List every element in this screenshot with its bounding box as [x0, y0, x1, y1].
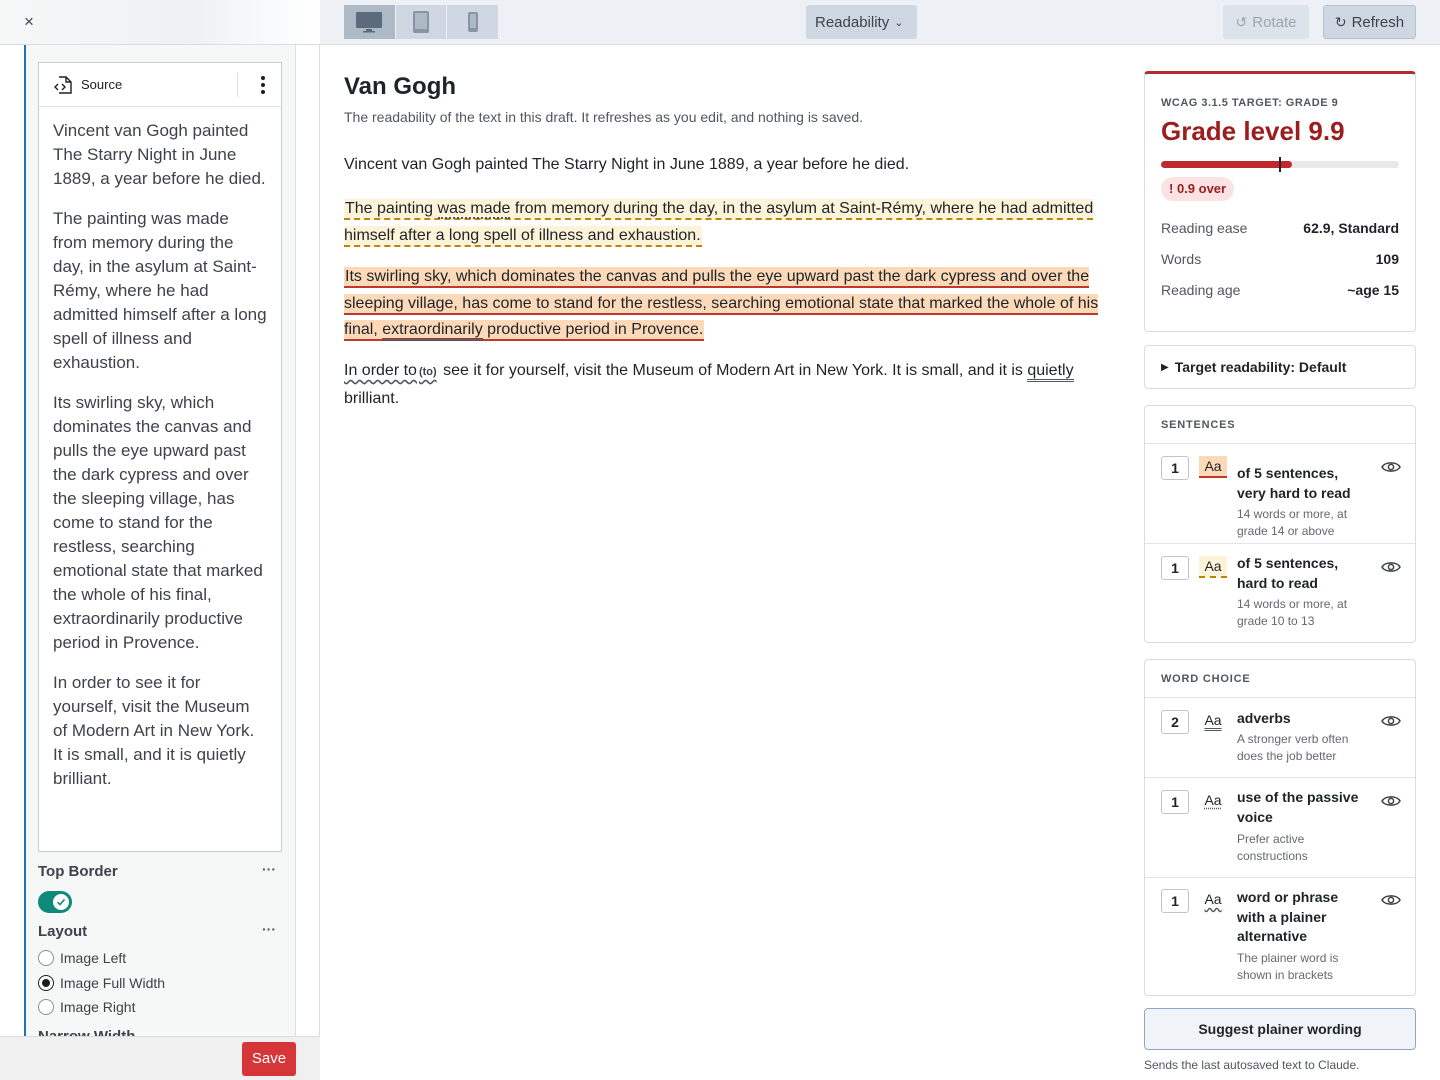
stat-words — [1161, 251, 1399, 267]
top-border-setting — [38, 863, 282, 880]
very-hard-style-sample: Aa — [1199, 456, 1227, 478]
rotate-icon: ↺ — [1235, 13, 1248, 30]
radio-label: Image Right — [60, 999, 136, 1015]
close-icon[interactable]: × — [24, 12, 34, 31]
eye-icon[interactable] — [1381, 794, 1401, 808]
tablet-icon — [412, 10, 430, 34]
editor-paragraph[interactable]: The painting was made from memory during the day, in the asylum at Saint-Rémy, where he had admitted himself after a long spell of illness and exhaustion. — [53, 209, 267, 372]
source-block[interactable] — [38, 62, 282, 852]
device-switcher — [344, 5, 499, 39]
issue-title: of 5 sentences, very hard to read — [1237, 465, 1351, 501]
sentences-card — [1144, 405, 1416, 643]
mobile-icon — [467, 11, 479, 33]
top-border-more-icon[interactable]: ··· — [262, 861, 276, 877]
layout-more-icon[interactable]: ··· — [262, 921, 276, 937]
block-content[interactable] — [39, 107, 281, 791]
stat-label: Words — [1161, 251, 1202, 267]
editor-panel — [0, 0, 320, 1080]
preview-paragraph — [344, 358, 1104, 412]
desktop-device-button[interactable] — [344, 5, 395, 39]
block-options-icon[interactable] — [251, 73, 275, 97]
grade-meter-fill — [1161, 161, 1292, 168]
plainer-style-sample: Aa — [1204, 891, 1222, 907]
stat-value: 62.9, Standard — [1303, 220, 1399, 236]
grade-level-value: Grade level 9.9 — [1161, 116, 1345, 146]
editor-paragraph[interactable]: Its swirling sky, which dominates the canvas and pulls the eye upward past the dark cypress and over the sleeping village, has come to stand for the restless, searching emotional state that marked the whole of his final, extraordinarily productive period in Provence. — [53, 393, 263, 652]
radio-label: Image Left — [60, 950, 127, 966]
block-toolbar — [39, 63, 281, 107]
editor-footer — [0, 1036, 320, 1080]
word-choice-card — [1144, 659, 1416, 996]
suggest-plainer-wording-button[interactable]: Suggest plainer wording — [1144, 1008, 1416, 1050]
sentence-text: Its swirling sky, which dominates the canvas and pulls the eye upward past the dark cypress and over the sleeping village, has come to stand for the restless, searching emotional state that marked the whole of his final, — [344, 268, 1099, 338]
eye-icon[interactable] — [1381, 460, 1401, 474]
refresh-label: Refresh — [1351, 13, 1405, 31]
editor-header — [0, 0, 320, 45]
refresh-button[interactable] — [1323, 5, 1416, 39]
sentence-text: The painting — [345, 200, 438, 217]
plainer-alternative-mark[interactable] — [344, 362, 439, 379]
over-target-badge: ! 0.9 over — [1161, 177, 1234, 201]
issue-description: The plainer word is shown in brackets — [1237, 951, 1339, 982]
adverb-mark[interactable]: quietly — [1027, 362, 1073, 382]
eye-icon[interactable] — [1381, 560, 1401, 574]
issue-count: 2 — [1161, 710, 1189, 734]
issue-row-very-hard — [1145, 444, 1415, 544]
preview-paragraph — [344, 196, 1104, 249]
editor-paragraph[interactable]: Vincent van Gogh painted The Starry Night in June 1889, a year before he died. — [53, 121, 266, 188]
preview-paragraph — [344, 264, 1104, 344]
issue-count: 1 — [1161, 790, 1189, 814]
save-button[interactable]: Save — [242, 1042, 296, 1076]
eye-icon[interactable] — [1381, 714, 1401, 728]
preview-toolbar — [320, 0, 1440, 45]
passive-voice-mark[interactable]: was made — [437, 200, 511, 217]
issue-description: Prefer active constructions — [1237, 832, 1308, 863]
mobile-device-button[interactable] — [447, 5, 498, 39]
layout-option-image-full-width[interactable] — [38, 973, 165, 993]
passive-style-sample: Aa — [1204, 792, 1222, 808]
tablet-device-button[interactable] — [396, 5, 447, 39]
check-icon — [53, 894, 69, 910]
page-title: Van Gogh — [344, 73, 457, 100]
issue-description: 14 words or more, at grade 14 or above — [1237, 507, 1348, 538]
editor-paragraph[interactable]: In order to see it for yourself, visit the Museum of Modern Art in New York. It is small, and it is quietly brilliant. — [53, 673, 255, 788]
view-mode-select[interactable] — [806, 5, 917, 39]
grade-summary-card — [1144, 71, 1416, 332]
sentences-heading: SENTENCES — [1145, 406, 1415, 444]
hard-sentence-highlight[interactable] — [344, 199, 1093, 247]
sentence-text: from memory during the day, in the asylum at Saint-Rémy, where he had admitted himself after a long spell of illness and exhaustion. — [344, 200, 1094, 244]
issue-row-hard — [1145, 544, 1415, 643]
chevron-down-icon: ⌄ — [894, 16, 904, 29]
stat-label: Reading ease — [1161, 220, 1248, 236]
toolbar-divider — [237, 73, 238, 97]
issue-count: 1 — [1161, 556, 1189, 580]
disclosure-triangle-icon: ▶ — [1161, 361, 1169, 373]
layout-option-image-left[interactable] — [38, 948, 126, 968]
issue-count: 1 — [1161, 889, 1189, 913]
radio-icon[interactable] — [38, 950, 54, 966]
desktop-icon — [355, 11, 383, 33]
rotate-button[interactable] — [1223, 5, 1309, 39]
suggest-footnote: Sends the last autosaved text to Claude. — [1144, 1058, 1360, 1072]
editor-scroll-area[interactable] — [0, 45, 320, 1036]
stat-label: Reading age — [1161, 282, 1241, 298]
radio-icon[interactable] — [38, 999, 54, 1015]
issue-title: of 5 sentences, hard to read — [1237, 555, 1339, 591]
layout-label: Layout — [38, 923, 88, 940]
preview-paragraph: Vincent van Gogh painted The Starry Night in June 1889, a year before he died. — [344, 156, 910, 173]
target-readability-toggle[interactable] — [1144, 345, 1416, 389]
issue-title: use of the passive voice — [1237, 789, 1359, 825]
stat-value: ~age 15 — [1347, 282, 1399, 298]
view-mode-value: Readability — [815, 13, 890, 31]
rotate-label: Rotate — [1252, 13, 1297, 31]
issue-description: 14 words or more, at grade 10 to 13 — [1237, 597, 1348, 628]
very-hard-sentence-highlight[interactable] — [344, 267, 1098, 341]
plainer-alternative: (to) — [418, 366, 437, 378]
page-subtitle: The readability of the text in this draft. It refreshes as you edit, and nothing is saved. — [344, 109, 864, 125]
top-border-label: Top Border — [38, 863, 118, 880]
issue-title: adverbs — [1237, 710, 1291, 726]
top-border-toggle[interactable] — [38, 891, 72, 913]
target-readability-label: Target readability: Default — [1174, 359, 1347, 375]
eye-icon[interactable] — [1381, 893, 1401, 907]
layout-setting — [38, 923, 282, 940]
stat-value: 109 — [1375, 251, 1399, 267]
readability-preview — [320, 45, 1120, 1080]
stat-reading-ease — [1161, 220, 1399, 236]
issue-row-plainer — [1145, 878, 1415, 996]
sentence-text: productive period in Provence. — [482, 321, 704, 338]
grade-target-marker — [1279, 157, 1281, 172]
complex-phrase: In order to — [344, 362, 417, 379]
stat-reading-age — [1161, 282, 1399, 298]
source-code-icon — [53, 74, 75, 96]
issue-row-adverbs — [1145, 698, 1415, 778]
wcag-target-label: WCAG 3.1.5 TARGET: GRADE 9 — [1161, 97, 1339, 109]
layout-option-image-right[interactable] — [38, 997, 135, 1017]
issue-row-passive — [1145, 778, 1415, 878]
block-type-label: Source — [81, 77, 123, 92]
grade-meter — [1161, 161, 1399, 168]
issue-title: word or phrase with a plainer alternative — [1237, 889, 1339, 944]
adverb-mark[interactable]: extraordinarily — [382, 321, 482, 341]
sentence-text: brilliant. — [344, 389, 400, 407]
radio-label: Image Full Width — [60, 975, 166, 991]
radio-selected-icon[interactable] — [38, 975, 54, 991]
adverb-style-sample: Aa — [1204, 712, 1222, 728]
sentence-text: see it for yourself, visit the Museum of Modern Art in New York. It is small, and it is — [438, 362, 1028, 379]
issue-description: A stronger verb often does the job better — [1237, 732, 1349, 763]
refresh-icon: ↻ — [1334, 13, 1347, 30]
word-choice-heading: WORD CHOICE — [1145, 660, 1415, 698]
issue-count: 1 — [1161, 456, 1189, 480]
hard-style-sample: Aa — [1199, 556, 1227, 578]
